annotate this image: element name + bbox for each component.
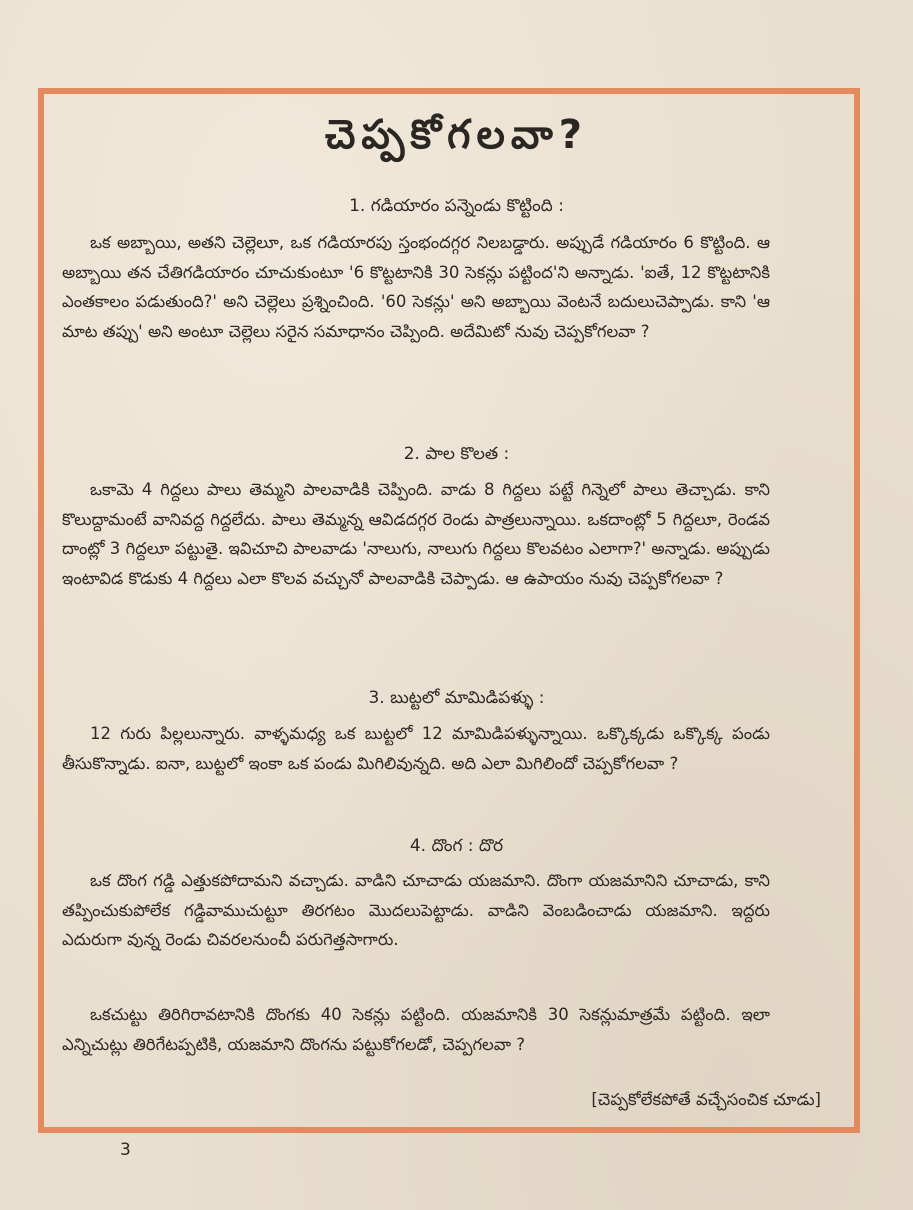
- page-title: చెప్పకోగలవా?: [324, 112, 588, 158]
- section-heading-4: 4. దొంగ : దొర: [409, 836, 504, 856]
- section-3-paragraph: 12 గురు పిల్లలున్నారు. వాళ్ళమధ్య ఒక బుట్టలో 12 మామిడిపళ్ళున్నాయి. ఒక్కొక్కడు ఒక్కొక్క పండు తీసుకొన్నాడు. ఐనా, బుట్టలో ఇంకా ఒక పండు మిగిలివున్నది. అది ఎలా మిగిలిందో చెప్పకోగలవా ?: [62, 724, 770, 773]
- section-4-paragraph-2: ఒకచుట్టు తిరిగిరావటానికి దొంగకు 40 సెకన్లు పట్టింది. యజమానికి 30 సెకన్లుమాత్రమే పట్టింది. ఇలా ఎన్నిచుట్లు తిరిగేటప్పటికి, యజమాని దొంగను పట్టుకోగలడో, చెప్పగలవా ?: [62, 1005, 770, 1054]
- section-4-paragraph-1: ఒక దొంగ గడ్డి ఎత్తుకపోదామని వచ్చాడు. వాడిని చూచాడు యజమాని. దొంగా యజమానిని చూచాడు, కాని తప్పించుకుపోలేక గడ్డివాముచుట్టూ తిరగటం మొదలుపెట్టాడు. వాడిని వెంబడించాడు యజమాని. ఇద్దరు ఎదురుగా వున్న రెండు చివరలనుంచీ పరుగెత్తసాగారు.: [62, 871, 770, 949]
- section-heading-1: 1. గడియారం పన్నెండు కొట్టింది :: [349, 196, 564, 216]
- section-2-paragraph: ఒకామె 4 గిద్దలు పాలు తెమ్మని పాలవాడికి చెప్పింది. వాడు 8 గిద్దలు పట్టే గిన్నెలో పాలు తెచ్చాడు. కాని కొలుద్దామంటే వానివద్ద గిద్దలేదు. పాలు తెమ్మన్న ఆవిడదగ్గర రెండు పాత్రలున్నాయి. ఒకదాంట్లో 5 గిద్దలూ, రెండవ దాంట్లో 3 గిద్దలూ పట్టుతై. ఇవిచూచి పాలవాడు 'నాలుగు, నాలుగు గిద్దలు కొలవటం ఎలాగా?' అన్నాడు. అప్పుడు ఇంటావిడ కొడుకు 4 గిద్దలు ఎలా కొలవ వచ్చునో పాలవాడికి చెప్పాడు. ఆ ఉపాయం నువు చెప్పకోగలవా ?: [62, 480, 770, 588]
- section-heading-3: 3. బుట్టలో మామిడిపళ్ళు :: [368, 688, 545, 708]
- see-next-issue-note: [చెప్పకోలేకపోతే వచ్చేసంచిక చూడు]: [591, 1090, 821, 1109]
- section-heading-2: 2. పాల కొలత :: [403, 444, 510, 464]
- section-1-paragraph: ఒక అబ్బాయి, అతని చెల్లెలూ, ఒక గడియారపు స్తంభందగ్గర నిలబడ్డారు. అప్పుడే గడియారం 6 కొట్టింది. ఆ అబ్బాయి తన చేతిగడియారం చూచుకుంటూ '6 కొట్టటానికి 30 సెకన్లు పట్టింద'ని అన్నాడు. 'ఐతే, 12 కొట్టటానికి ఎంతకాలం పడుతుంది?' అని చెల్లెలు ప్రశ్నించింది. '60 సెకన్లు' అని అబ్బాయి వెంటనే బదులుచెప్పాడు. కాని 'ఆ మాట తప్పు' అని అంటూ చెల్లెలు సరైన సమాధానం చెప్పింది. అదేమిటో నువు చెప్పకోగలవా ?: [62, 233, 770, 341]
- page-number: 3: [120, 1140, 131, 1160]
